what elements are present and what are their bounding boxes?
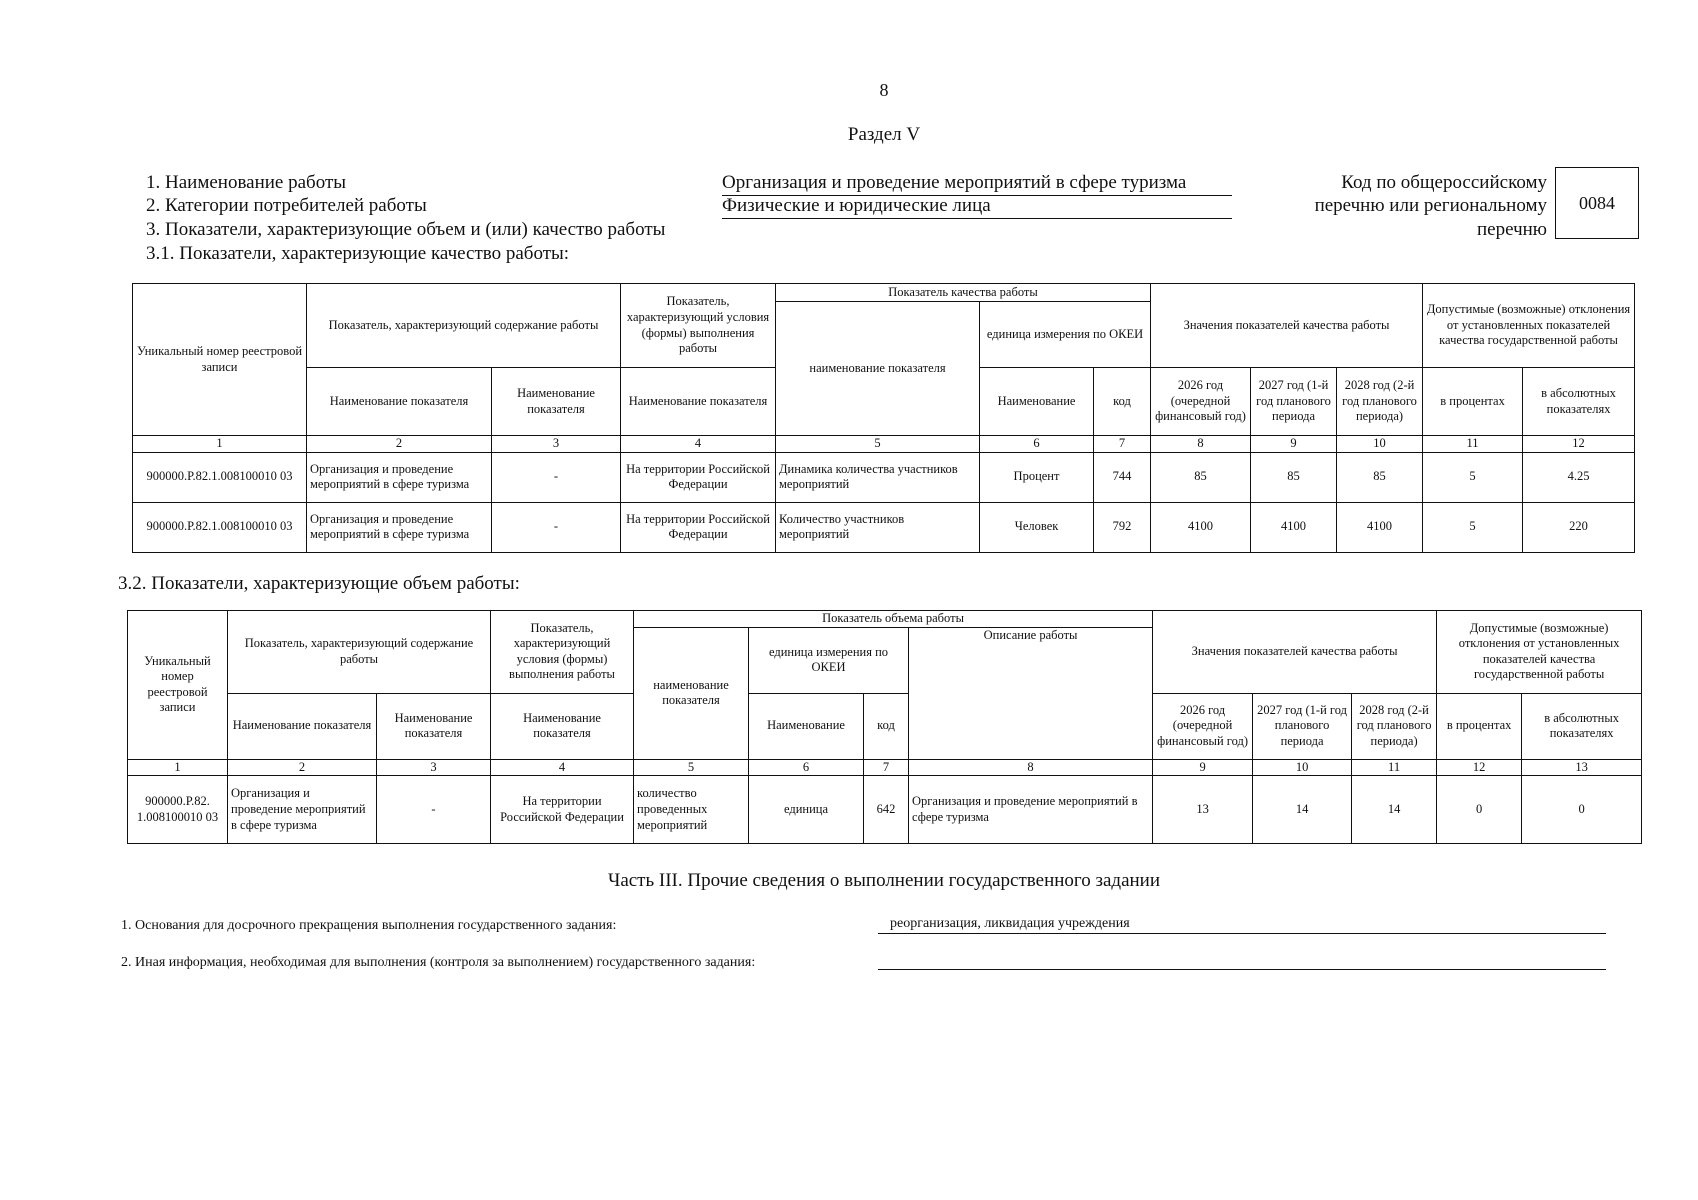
t2-h-content: Показатель, характеризующий содержание работы xyxy=(228,611,491,694)
t2-cell-2028: 14 xyxy=(1352,776,1437,844)
t2-h-y2026: 2026 год (очередной финансовый год) xyxy=(1153,693,1253,759)
t1-h-quality: Показатель качества работы xyxy=(776,284,1151,302)
volume-indicators-label: 3.2. Показатели, характеризующие объем работы: xyxy=(118,573,520,594)
t2-h-percent: в процентах xyxy=(1437,693,1522,759)
t1-cell-2026: 4100 xyxy=(1151,502,1251,552)
t1-h-unit-name: Наименование xyxy=(980,368,1094,436)
t1-cell-content2: - xyxy=(492,502,621,552)
table-row xyxy=(128,776,1642,844)
t1-colnum: 9 xyxy=(1251,436,1337,453)
t2-h-volume: Показатель объема работы xyxy=(634,611,1153,628)
quality-indicators-label: 3.1. Показатели, характеризующие качество работы: xyxy=(146,243,570,264)
t1-colnum: 7 xyxy=(1094,436,1151,453)
t1-cell-absolute: 220 xyxy=(1523,502,1635,552)
t2-cell-description: Организация и проведение мероприятий в сфере туризма xyxy=(909,776,1153,844)
t2-h-name-b: Наименование показателя xyxy=(377,693,491,759)
t1-h-unit-code: код xyxy=(1094,368,1151,436)
t2-cell-unit: единица xyxy=(749,776,864,844)
t1-cell-code: 744 xyxy=(1094,452,1151,502)
t2-h-name-c: Наименование показателя xyxy=(491,693,634,759)
part3-item2-label: 2. Иная информация, необходимая для выполнения (контроля за выполнением) государственного задания: xyxy=(121,955,756,970)
t1-cell-content2: - xyxy=(492,452,621,502)
t1-h-content: Показатель, характеризующий содержание работы xyxy=(307,284,621,368)
consumers-value: Физические и юридические лица xyxy=(722,195,1232,219)
t1-cell-content: Организация и проведение мероприятий в сфере туризма xyxy=(307,452,492,502)
t1-cell-unit: Человек xyxy=(980,502,1094,552)
t1-h-values: Значения показателей качества работы xyxy=(1151,284,1423,368)
t1-h-y2028: 2028 год (2-й год планового периода) xyxy=(1337,368,1423,436)
t2-cell-content: Организация и проведение мероприятий в сфере туризма xyxy=(228,776,377,844)
t2-cell-2026: 13 xyxy=(1153,776,1253,844)
t2-colnum: 1 xyxy=(128,759,228,776)
t1-colnum: 3 xyxy=(492,436,621,453)
t1-colnum: 12 xyxy=(1523,436,1635,453)
t2-h-values: Значения показателей качества работы xyxy=(1153,611,1437,694)
t2-colnum: 6 xyxy=(749,759,864,776)
t2-h-name-a: Наименование показателя xyxy=(228,693,377,759)
t2-h-y2028: 2028 год (2-й год планового периода) xyxy=(1352,693,1437,759)
t2-colnum: 5 xyxy=(634,759,749,776)
t2-h-deviation: Допустимые (возможные) отклонения от установленных показателей качества государственной работы xyxy=(1437,611,1642,694)
t2-h-unit: единица измерения по ОКЕИ xyxy=(749,627,909,693)
quality-indicators-table xyxy=(132,283,1635,553)
t1-h-name-a: Наименование показателя xyxy=(307,368,492,436)
t1-cell-indicator: Динамика количества участников мероприятий xyxy=(776,452,980,502)
t1-colnum: 5 xyxy=(776,436,980,453)
t1-cell-registry: 900000.Р.82.1.008100010 03 xyxy=(133,502,307,552)
t1-h-y2027: 2027 год (1-й год планового периода xyxy=(1251,368,1337,436)
t1-h-name-b: Наименование показателя xyxy=(492,368,621,436)
t1-h-name-c: Наименование показателя xyxy=(621,368,776,436)
t1-cell-2027: 85 xyxy=(1251,452,1337,502)
t1-cell-code: 792 xyxy=(1094,502,1151,552)
t1-cell-2028: 85 xyxy=(1337,452,1423,502)
consumers-label: 2. Категории потребителей работы xyxy=(146,195,427,216)
t2-colnum: 12 xyxy=(1437,759,1522,776)
t2-colnum: 13 xyxy=(1522,759,1642,776)
code-label-line2: перечню или региональному xyxy=(1314,195,1547,216)
page-number: 8 xyxy=(879,80,889,100)
t1-h-percent: в процентах xyxy=(1423,368,1523,436)
t2-colnum: 3 xyxy=(377,759,491,776)
t1-h-indicator-name: наименование показателя xyxy=(776,302,980,436)
part3-item1-underline xyxy=(878,933,1606,934)
t2-cell-absolute: 0 xyxy=(1522,776,1642,844)
t2-h-description: Описание работы xyxy=(909,627,1153,759)
code-value: 0084 xyxy=(1579,192,1615,213)
t1-colnum: 8 xyxy=(1151,436,1251,453)
t1-colnum: 6 xyxy=(980,436,1094,453)
t2-h-conditions: Показатель, характеризующий условия (формы) выполнения работы xyxy=(491,611,634,694)
volume-indicators-table xyxy=(127,610,1642,844)
t2-h-unit-code: код xyxy=(864,693,909,759)
t2-cell-indicator: количество проведенных мероприятий xyxy=(634,776,749,844)
indicators-label: 3. Показатели, характеризующие объем и (или) качество работы xyxy=(146,219,666,240)
t1-cell-registry: 900000.Р.82.1.008100010 03 xyxy=(133,452,307,502)
t1-cell-2026: 85 xyxy=(1151,452,1251,502)
t1-cell-conditions: На территории Российской Федерации xyxy=(621,502,776,552)
section-title: Раздел V xyxy=(847,124,921,145)
t1-h-conditions: Показатель, характеризующий условия (формы) выполнения работы xyxy=(621,284,776,368)
t1-colnum: 11 xyxy=(1423,436,1523,453)
code-value-box xyxy=(1555,167,1639,239)
t2-colnum: 2 xyxy=(228,759,377,776)
table-row xyxy=(133,502,1635,552)
part3-item2-underline xyxy=(878,969,1606,970)
t1-colnum: 1 xyxy=(133,436,307,453)
code-label-line1: Код по общероссийскому xyxy=(1341,172,1547,193)
t1-cell-indicator: Количество участников мероприятий xyxy=(776,502,980,552)
t2-colnum: 4 xyxy=(491,759,634,776)
t2-colnum: 9 xyxy=(1153,759,1253,776)
part3-title: Часть III. Прочие сведения о выполнении государственного задании xyxy=(607,870,1161,891)
work-name-label: 1. Наименование работы xyxy=(146,172,347,193)
t1-colnum: 4 xyxy=(621,436,776,453)
t2-colnum: 11 xyxy=(1352,759,1437,776)
t2-h-indicator-name: наименование показателя xyxy=(634,627,749,759)
t2-h-y2027: 2027 год (1-й год планового периода xyxy=(1253,693,1352,759)
t1-cell-content: Организация и проведение мероприятий в сфере туризма xyxy=(307,502,492,552)
t1-h-y2026: 2026 год (очередной финансовый год) xyxy=(1151,368,1251,436)
t1-cell-2027: 4100 xyxy=(1251,502,1337,552)
t2-cell-code: 642 xyxy=(864,776,909,844)
code-label-line3: перечню xyxy=(1477,219,1547,240)
t1-cell-absolute: 4.25 xyxy=(1523,452,1635,502)
part3-item1-value: реорганизация, ликвидация учреждения xyxy=(890,916,1130,931)
t2-cell-content2: - xyxy=(377,776,491,844)
work-name-value: Организация и проведение мероприятий в сфере туризма xyxy=(722,172,1232,196)
t2-cell-conditions: На территории Российской Федерации xyxy=(491,776,634,844)
t1-h-unique: Уникальный номер реестровой записи xyxy=(133,284,307,436)
t2-colnum: 8 xyxy=(909,759,1153,776)
t1-cell-unit: Процент xyxy=(980,452,1094,502)
t1-cell-percent: 5 xyxy=(1423,452,1523,502)
t1-colnum: 2 xyxy=(307,436,492,453)
t2-cell-2027: 14 xyxy=(1253,776,1352,844)
t2-h-absolute: в абсолютных показателях xyxy=(1522,693,1642,759)
t1-h-deviation: Допустимые (возможные) отклонения от установленных показателей качества государственной работы xyxy=(1423,284,1635,368)
t1-cell-percent: 5 xyxy=(1423,502,1523,552)
t2-h-unique: Уникальный номер реестровой записи xyxy=(128,611,228,760)
part3-item1-label: 1. Основания для досрочного прекращения выполнения государственного задания: xyxy=(121,918,617,933)
table-row xyxy=(133,452,1635,502)
t2-cell-percent: 0 xyxy=(1437,776,1522,844)
t1-colnum: 10 xyxy=(1337,436,1423,453)
t1-h-unit: единица измерения по ОКЕИ xyxy=(980,302,1151,368)
t2-colnum: 10 xyxy=(1253,759,1352,776)
t1-h-absolute: в абсолютных показателях xyxy=(1523,368,1635,436)
t2-cell-registry: 900000.Р.82. 1.008100010 03 xyxy=(128,776,228,844)
t1-cell-2028: 4100 xyxy=(1337,502,1423,552)
t1-cell-conditions: На территории Российской Федерации xyxy=(621,452,776,502)
t2-colnum: 7 xyxy=(864,759,909,776)
t2-h-unit-name: Наименование xyxy=(749,693,864,759)
